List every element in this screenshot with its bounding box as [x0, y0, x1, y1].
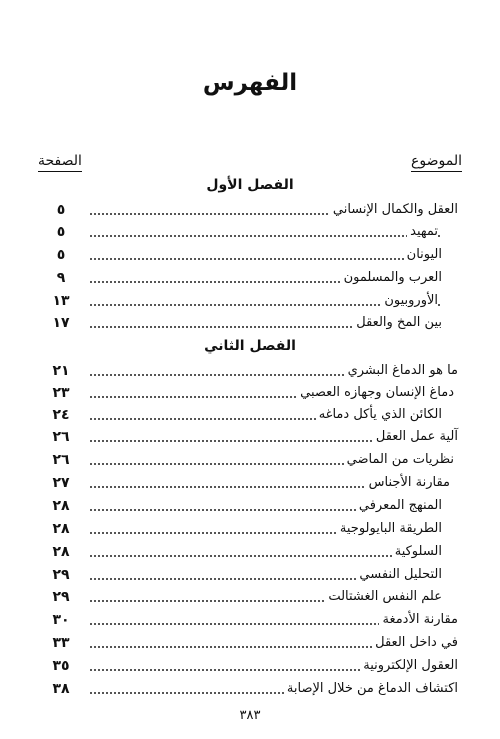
entry-page: ٢٣ — [52, 385, 70, 401]
toc-entry — [0, 633, 500, 655]
toc-entry — [0, 565, 500, 587]
toc-entry — [0, 313, 500, 335]
toc-entry — [0, 542, 500, 564]
entry-title: الكائن الذي يأكل دماغه — [316, 405, 442, 425]
toc-entry — [0, 291, 500, 313]
entry-page: ٢٨ — [52, 498, 70, 514]
entry-title: علم النفس الغشتالت — [325, 587, 442, 607]
toc-entry — [0, 519, 500, 541]
toc-entry — [0, 610, 500, 632]
entry-page: ٣٥ — [52, 658, 70, 674]
entry-title: اكتشاف الدماغ من خلال الإصابة — [284, 679, 458, 699]
entry-page: ٣٨ — [52, 681, 70, 697]
entry-title: في داخل العقل — [372, 633, 458, 653]
page-column-header: الصفحة — [38, 152, 82, 172]
entry-title: آلية عمل العقل — [373, 427, 458, 447]
entry-title: تمهيد — [407, 222, 438, 242]
entry-title: دماغ الإنسان وجهازه العصبي — [297, 383, 454, 403]
entry-page: ٢٨ — [52, 521, 70, 537]
leader-dots — [90, 235, 440, 237]
entry-title: الأوروبيون — [381, 291, 438, 311]
chapter-1-heading: الفصل الأول — [206, 177, 294, 193]
entry-title: المنهج المعرفي — [356, 496, 442, 516]
toc-entry — [0, 268, 500, 290]
entry-title: بين المخ والعقل — [353, 313, 442, 333]
entry-page: ١٧ — [52, 315, 70, 331]
entry-title: مقارنة الأجناس — [366, 473, 450, 493]
entry-page: ٥ — [56, 224, 66, 240]
entry-page: ٢٧ — [52, 475, 70, 491]
entry-page: ١٣ — [52, 293, 70, 309]
toc-entry — [0, 656, 500, 678]
entry-page: ٢١ — [52, 363, 70, 379]
entry-title: التحليل النفسي — [356, 565, 442, 585]
entry-page: ٥ — [56, 247, 66, 263]
leader-dots — [90, 258, 440, 260]
entry-title: العقل والكمال الإنساني — [330, 200, 458, 220]
entry-title: العقول الإلكترونية — [360, 656, 458, 676]
entry-title: السلوكية — [392, 542, 442, 562]
entry-title: العرب والمسلمون — [341, 268, 442, 288]
toc-entry — [0, 679, 500, 701]
entry-page: ٩ — [56, 270, 66, 286]
toc-entry — [0, 405, 500, 427]
toc-entry — [0, 473, 500, 495]
entry-title: الطريقة البايولوجية — [337, 519, 442, 539]
entry-title: نظريات من الماضي — [344, 450, 454, 470]
entry-title: مقارنة الأدمغة — [379, 610, 458, 630]
toc-entry — [0, 383, 500, 405]
chapter-2-heading: الفصل الثاني — [204, 338, 296, 354]
entry-page: ٣٠ — [52, 612, 70, 628]
topic-column-header: الموضوع — [411, 152, 462, 172]
entry-page: ٢٦ — [52, 429, 70, 445]
toc-entry — [0, 587, 500, 609]
entry-page: ٢٩ — [52, 567, 70, 583]
entry-page: ٣٣ — [52, 635, 70, 651]
entry-page: ٢٩ — [52, 589, 70, 605]
entry-page: ٥ — [56, 202, 66, 218]
entry-title: ما هو الدماغ البشري — [345, 361, 458, 381]
toc-entry — [0, 496, 500, 518]
entry-page: ٢٨ — [52, 544, 70, 560]
toc-entry — [0, 245, 500, 267]
entry-page: ٢٦ — [52, 452, 70, 468]
page-title: الفهرس — [202, 70, 298, 96]
toc-entry — [0, 450, 500, 472]
toc-entry — [0, 200, 500, 222]
leader-dots — [90, 555, 440, 557]
toc-entry — [0, 222, 500, 244]
entry-page: ٢٤ — [52, 407, 70, 423]
entry-title: اليونان — [404, 245, 442, 265]
toc-entry — [0, 361, 500, 383]
page-number: ٣٨٣ — [239, 708, 261, 723]
toc-entry — [0, 427, 500, 449]
